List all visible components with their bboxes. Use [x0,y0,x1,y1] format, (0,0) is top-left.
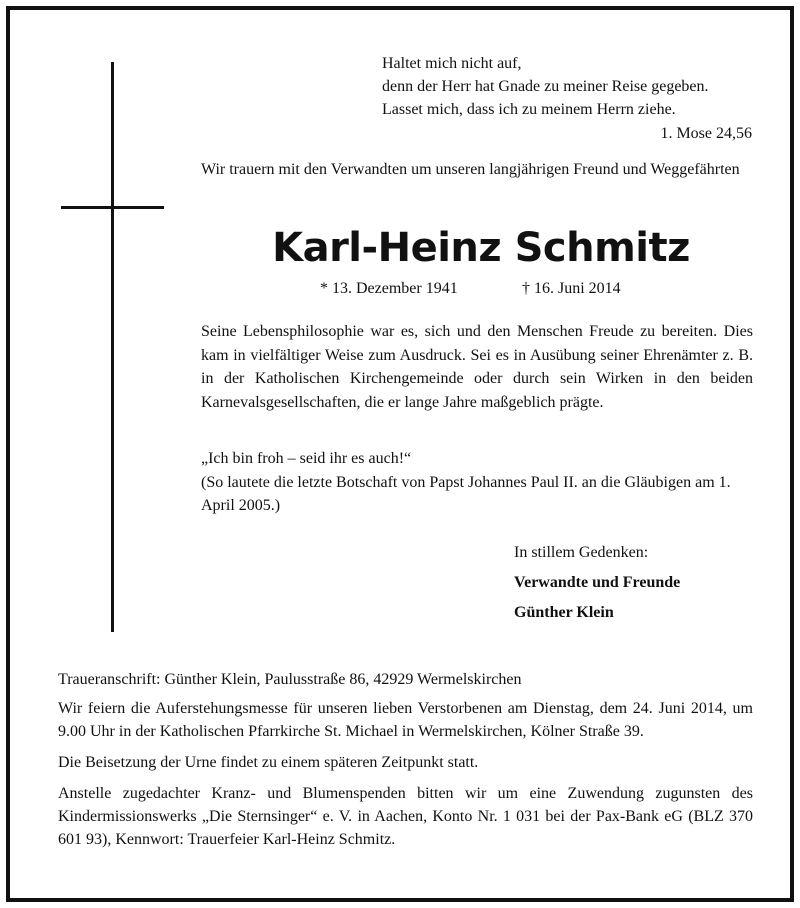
philosophy-paragraph: Seine Lebensphilosophie war es, sich und den Menschen Freude zu bereiten. Dies kam in vielfältiger Weise zum Ausdruck. Sei es in Ausübung seiner Ehrenämter z. B. in der Katholischen Kirchengemeinde oder durch sein Wirken in den beiden Karnevalsgesellschaften, die er lange Jahre maßgeblich prägte. [201,323,753,411]
deceased-name: Karl-Heinz Schmitz [272,225,690,271]
signature-block [514,542,754,624]
cross-icon-vertical [111,62,114,632]
burial-notice: Die Beisetzung der Urne findet zu einem späteren Zeitpunkt statt. [58,754,479,771]
donation-notice: Anstelle zugedachter Kranz- und Blumenspenden bitten wir um eine Zuwendung zugunsten des Kindermissionswerks „Die Sternsinger“ e. V. in Aachen, Konto Nr. 1 031 bei der Pax-Bank eG (BLZ 370 601 93), Kennwort: Trauerfeier Karl-Heinz Schmitz. [58,785,753,848]
mourning-intro: Wir trauern mit den Verwandten um unseren langjährigen Freund und Weggefährten [201,161,740,178]
birth-date: * 13. Dezember 1941 [320,280,458,297]
obituary-frame [6,6,794,902]
bible-verse [382,52,752,145]
cross-icon-horizontal [61,206,164,209]
verse-reference: 1. Mose 24,56 [660,125,752,142]
quote-source: (So lautete die letzte Botschaft von Papst Johannes Paul II. an die Gläubigen am 1. April 2005.) [201,473,731,514]
verse-line: Lasset mich, dass ich zu meinem Herrn ziehe. [382,101,676,118]
quote-text: „Ich bin froh – seid ihr es auch!“ [201,450,412,467]
life-philosophy-text [201,320,753,414]
mourning-address: Traueranschrift: Günther Klein, Paulusstraße 86, 42929 Wermelskirchen [58,671,522,688]
mass-notice: Wir feiern die Auferstehungsmesse für unseren lieben Verstorbenen am Dienstag, dem 24. Juni 2014, um 9.00 Uhr in der Katholischen Pfarrkirche St. Michael in Wermelskirchen, Kölner Straße 39. [58,700,753,740]
verse-line: Haltet mich nicht auf, [382,55,522,72]
pope-quote [201,447,761,518]
signature-person: Günther Klein [514,604,614,621]
signature-greeting: In stillem Gedenken: [514,544,649,561]
funeral-notices [58,668,753,859]
signature-family: Verwandte und Freunde [514,574,681,591]
death-date: † 16. Juni 2014 [522,280,621,297]
verse-line: denn der Herr hat Gnade zu meiner Reise gegeben. [382,78,709,95]
